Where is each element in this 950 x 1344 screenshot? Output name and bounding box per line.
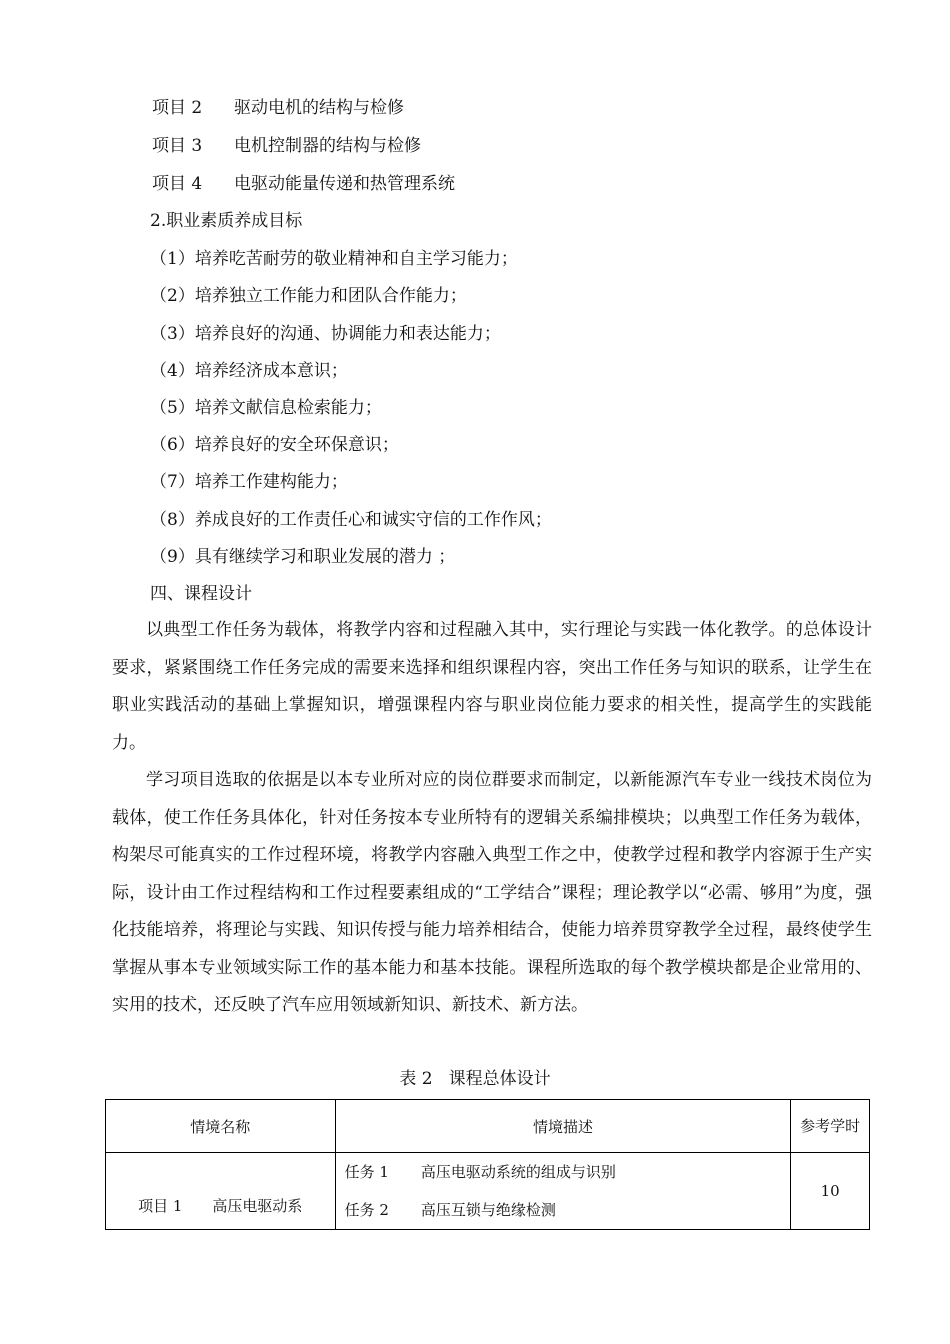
task-number: 任务 2 [344, 1201, 389, 1219]
table-header-row [106, 1100, 870, 1153]
scenario-name-cell [106, 1153, 336, 1230]
goal-item: （8）养成良好的工作责任心和诚实守信的工作作风； [150, 510, 552, 530]
table-title: 课程总体设计 [448, 1069, 551, 1089]
task-item [336, 1191, 791, 1229]
task-title: 高压互锁与绝缘检测 [420, 1201, 556, 1219]
table-number: 表 2 [399, 1069, 433, 1089]
goal-item: （4）培养经济成本意识； [150, 361, 348, 381]
goal-item: （2）培养独立工作能力和团队合作能力； [150, 286, 467, 306]
project-title: 电机控制器的结构与检修 [234, 136, 421, 156]
project-list-item [152, 174, 455, 194]
task-number: 任务 1 [344, 1163, 389, 1181]
goal-item: （7）培养工作建构能力； [150, 472, 348, 492]
project-list-item [152, 98, 404, 118]
project-list-item [152, 136, 421, 156]
scenario-description-cell [335, 1153, 791, 1230]
section-heading-quality-goals: 2.职业素质养成目标 [150, 211, 303, 231]
scenario-name [106, 1153, 335, 1216]
project-number: 项目 4 [152, 174, 203, 194]
project-number: 项目 2 [152, 98, 203, 118]
goal-item: （6）培养良好的安全环保意识； [150, 435, 399, 455]
section-heading-course-design: 四、课程设计 [150, 584, 252, 604]
goal-item: （1）培养吃苦耐劳的敬业精神和自主学习能力； [150, 249, 518, 269]
course-design-body [112, 612, 872, 1025]
project-title: 电驱动能量传递和热管理系统 [234, 174, 455, 194]
goal-item: （9）具有继续学习和职业发展的潜力 ； [150, 547, 456, 567]
reference-hours-cell: 10 [791, 1153, 870, 1230]
table-row [106, 1153, 870, 1230]
header-reference-hours: 参考学时 [791, 1100, 870, 1153]
header-scenario-name: 情境名称 [106, 1100, 336, 1153]
table-caption [0, 1068, 950, 1090]
course-design-table [105, 1099, 870, 1230]
goal-item: （3）培养良好的沟通、协调能力和表达能力； [150, 324, 501, 344]
goal-item: （5）培养文献信息检索能力； [150, 398, 382, 418]
project-number: 项目 1 [138, 1197, 183, 1215]
paragraph: 以典型工作任务为载体，将教学内容和过程融入其中，实行理论与实践一体化教学。的总体设计要求，紧紧围绕工作任务完成的需要来选择和组织课程内容，突出工作任务与知识的联系，让学生在职业实践活动的基础上掌握知识，增强课程内容与职业岗位能力要求的相关性，提高学生的实践能力。 [112, 620, 872, 753]
task-title: 高压电驱动系统的组成与识别 [420, 1163, 616, 1181]
task-item [336, 1153, 791, 1191]
project-title: 驱动电机的结构与检修 [234, 98, 404, 118]
project-number: 项目 3 [152, 136, 203, 156]
header-scenario-description: 情境描述 [335, 1100, 791, 1153]
project-title: 高压电驱动系 [212, 1197, 303, 1215]
paragraph: 学习项目选取的依据是以本专业所对应的岗位群要求而制定，以新能源汽车专业一线技术岗位为载体，使工作任务具体化，针对任务按本专业所特有的逻辑关系编排模块；以典型工作任务为载体，构架尽可能真实的工作过程环境，将教学内容融入典型工作之中，使教学过程和教学内容源于生产实际，设计由工作过程结构和工作过程要素组成的“工学结合”课程；理论教学以“必需、够用”为度，强化技能培养，将理论与实践、知识传授与能力培养相结合，使能力培养贯穿教学全过程，最终使学生掌握从事本专业领域实际工作的基本能力和基本技能。课程所选取的每个教学模块都是企业常用的、实用的技术，还反映了汽车应用领域新知识、新技术、新方法。 [112, 770, 872, 1015]
